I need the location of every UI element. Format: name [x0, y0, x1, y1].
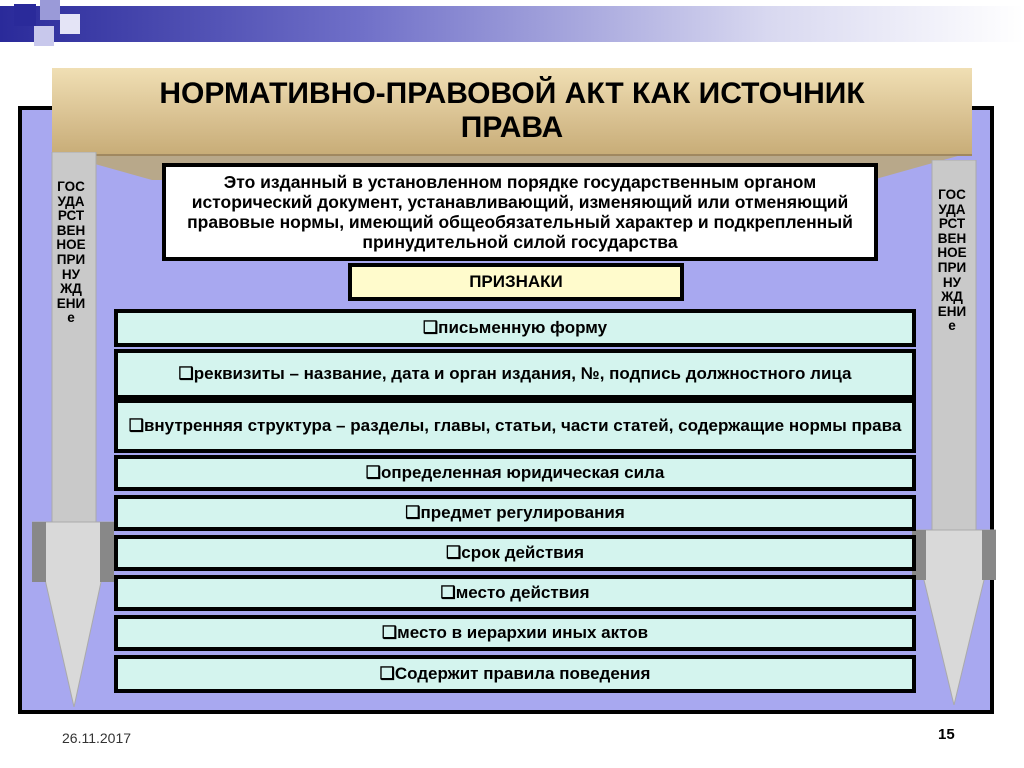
bullet-icon: ❑ — [128, 416, 144, 435]
feature-text: место действия — [455, 583, 590, 602]
decor-square — [14, 4, 36, 26]
page-title-text: НОРМАТИВНО-ПРАВОВОЙ АКТ КАК ИСТОЧНИК ПРАВА — [159, 77, 865, 144]
features-label — [348, 263, 684, 301]
header-gradient-bar — [0, 6, 1024, 42]
feature-row — [114, 309, 916, 347]
feature-row — [114, 495, 916, 531]
features-label-text: ПРИЗНАКИ — [469, 272, 563, 291]
feature-text: письменную форму — [438, 318, 608, 337]
definition-box — [162, 163, 878, 261]
definition-text: Это изданный в установленном порядке государственным органом исторический документ, устанавливающий, изменяющий или отменяющий правовые нормы, имеющий общеобязательный характер и подкрепленный принудительной силой государства — [187, 172, 853, 252]
bullet-icon: ❑ — [422, 318, 439, 337]
page-title — [52, 68, 972, 156]
decor-square — [34, 26, 54, 46]
bullet-icon: ❑ — [445, 543, 462, 562]
feature-text: Содержит правила поведения — [394, 664, 651, 683]
page-number: 15 — [938, 726, 955, 743]
feature-text: срок действия — [461, 543, 584, 562]
feature-row — [114, 655, 916, 693]
feature-row — [114, 455, 916, 491]
feature-text: внутренняя структура – разделы, главы, статьи, части статей, содержащие нормы права — [143, 416, 902, 435]
left-arrow-label: ГОСУДАРСТВЕННОЕ ПРИНУЖДЕНИе — [56, 179, 86, 326]
feature-text: место в иерархии иных актов — [397, 623, 649, 642]
right-arrow-label: ГОСУДАРСТВЕННОЕ ПРИНУЖДЕНИе — [937, 187, 967, 334]
bullet-icon: ❑ — [365, 463, 381, 482]
bullet-icon: ❑ — [379, 664, 395, 683]
decor-square — [40, 0, 60, 20]
feature-row — [114, 615, 916, 651]
bullet-icon: ❑ — [178, 364, 194, 383]
feature-row — [114, 349, 916, 399]
feature-text: реквизиты – название, дата и орган издания, №, подпись должностного лица — [193, 364, 852, 383]
decor-square — [60, 14, 80, 34]
feature-row — [114, 575, 916, 611]
feature-text: предмет регулирования — [420, 503, 625, 522]
bullet-icon: ❑ — [440, 583, 456, 602]
footer-date: 26.11.2017 — [62, 730, 132, 746]
bullet-icon: ❑ — [381, 623, 398, 642]
feature-row — [114, 399, 916, 453]
feature-row — [114, 535, 916, 571]
feature-text: определенная юридическая сила — [380, 463, 665, 482]
bullet-icon: ❑ — [405, 503, 421, 522]
